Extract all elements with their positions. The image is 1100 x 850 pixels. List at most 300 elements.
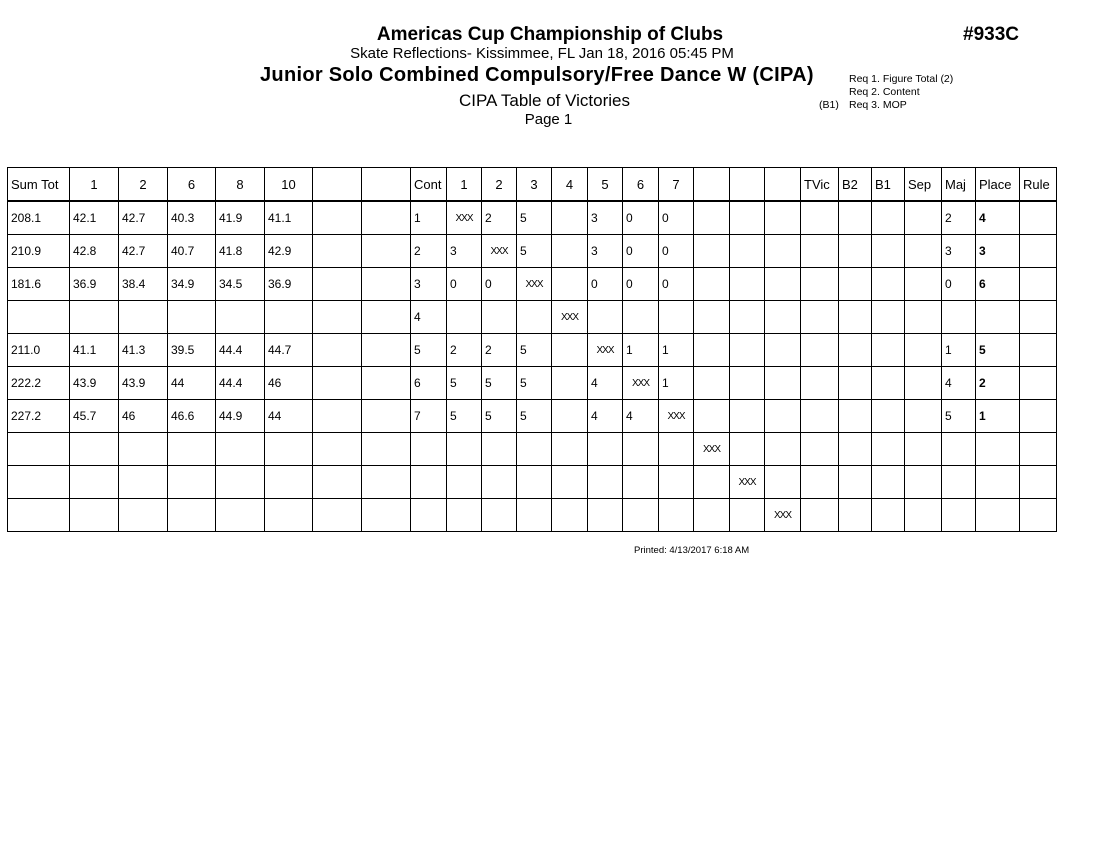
table-cell [839,433,872,466]
table-cell: 211.0 [8,334,70,367]
table-cell: 1 [623,334,659,367]
table-header-row [8,168,1057,202]
victories-table [7,167,1057,532]
column-header [765,168,801,202]
table-cell: XXX [447,201,482,235]
table-cell [905,433,942,466]
table-cell: 42.8 [70,235,119,268]
table-cell [552,499,588,532]
table-cell [730,367,765,400]
table-cell [730,268,765,301]
printed-timestamp: Printed: 4/13/2017 6:18 AM [634,545,750,556]
table-cell [872,301,905,334]
table-cell [801,201,839,235]
table-cell [517,499,552,532]
table-cell: 42.7 [119,201,168,235]
table-cell [8,466,70,499]
table-cell: 3 [588,235,623,268]
table-cell: 41.1 [70,334,119,367]
place-cell: 5 [976,334,1020,367]
table-cell [801,334,839,367]
column-header: 5 [588,168,623,202]
table-title: CIPA Table of Victories [458,91,631,110]
table-cell [265,466,313,499]
table-cell: 2 [482,334,517,367]
table-cell [216,499,265,532]
table-cell: XXX [482,235,517,268]
table-cell [765,235,801,268]
table-cell [1020,400,1057,433]
table-cell [765,433,801,466]
column-header: 1 [70,168,119,202]
table-cell [313,268,362,301]
table-cell: 40.7 [168,235,216,268]
table-cell [552,268,588,301]
table-cell [313,433,362,466]
table-cell: 42.7 [119,235,168,268]
table-cell: 1 [411,201,447,235]
table-cell [905,499,942,532]
table-cell: 3 [411,268,447,301]
column-header: 4 [552,168,588,202]
page-label: Page 1 [524,111,573,128]
table-cell [905,367,942,400]
table-cell: 36.9 [70,268,119,301]
table-cell [872,201,905,235]
place-cell: 3 [976,235,1020,268]
table-cell: 0 [623,268,659,301]
table-cell [659,466,694,499]
table-cell [659,433,694,466]
table-cell [411,499,447,532]
table-cell [730,400,765,433]
table-cell [552,235,588,268]
table-cell [552,433,588,466]
requirement-tag: (B1) [819,99,839,111]
column-header: 2 [482,168,517,202]
table-cell: 43.9 [119,367,168,400]
table-cell [313,466,362,499]
table-cell [905,235,942,268]
column-header [313,168,362,202]
table-cell: XXX [517,268,552,301]
table-row [8,235,1057,268]
column-header: 3 [517,168,552,202]
table-cell: 3 [447,235,482,268]
table-cell [694,400,730,433]
table-row [8,301,1057,334]
table-cell: 3 [588,201,623,235]
table-cell: 34.5 [216,268,265,301]
table-cell [362,334,411,367]
table-cell: 0 [588,268,623,301]
table-cell: 5 [942,400,976,433]
table-cell: 34.9 [168,268,216,301]
table-cell [8,301,70,334]
table-row [8,268,1057,301]
table-cell [872,433,905,466]
table-cell: 5 [517,201,552,235]
column-header: 2 [119,168,168,202]
table-cell [70,433,119,466]
table-cell: 0 [659,201,694,235]
table-cell [552,334,588,367]
table-cell [8,433,70,466]
table-cell [905,268,942,301]
table-cell [730,201,765,235]
table-cell: XXX [765,499,801,532]
table-cell: 42.1 [70,201,119,235]
table-row [8,400,1057,433]
table-cell [801,301,839,334]
table-cell [839,301,872,334]
table-cell: 46 [119,400,168,433]
table-cell: 5 [517,367,552,400]
table-cell: 5 [482,367,517,400]
table-cell [801,268,839,301]
table-cell [694,301,730,334]
table-cell [694,466,730,499]
table-cell: 0 [659,235,694,268]
table-cell [362,201,411,235]
table-cell: 43.9 [70,367,119,400]
table-row [8,499,1057,532]
column-header: Sep [905,168,942,202]
table-cell [839,499,872,532]
table-cell [872,499,905,532]
table-cell [694,201,730,235]
table-cell [905,334,942,367]
table-cell: 42.9 [265,235,313,268]
division-title: Junior Solo Combined Compulsory/Free Dance W (CIPA) [260,64,814,86]
table-cell [872,400,905,433]
table-row [8,201,1057,235]
table-cell [411,433,447,466]
table-cell [362,367,411,400]
table-cell [588,466,623,499]
table-cell: XXX [694,433,730,466]
table-cell: 0 [482,268,517,301]
table-cell [588,499,623,532]
table-cell [313,499,362,532]
table-cell [1020,301,1057,334]
table-cell [411,466,447,499]
table-cell [1020,433,1057,466]
event-title: Americas Cup Championship of Clubs [376,24,724,45]
table-cell [765,301,801,334]
table-cell: 44.4 [216,367,265,400]
table-cell [362,433,411,466]
column-header: 1 [447,168,482,202]
table-cell [801,499,839,532]
table-cell [659,499,694,532]
table-cell [362,235,411,268]
table-cell [623,433,659,466]
table-cell [839,367,872,400]
table-cell [730,334,765,367]
table-cell [839,334,872,367]
table-cell [905,301,942,334]
table-cell: 36.9 [265,268,313,301]
requirement-text: Req 2. Content [849,86,920,98]
table-cell [942,466,976,499]
table-cell [839,201,872,235]
table-cell [801,400,839,433]
table-cell: 1 [659,334,694,367]
table-cell [1020,268,1057,301]
table-cell: 181.6 [8,268,70,301]
table-cell: 6 [411,367,447,400]
table-cell [447,433,482,466]
table-cell [1020,201,1057,235]
table-cell [265,301,313,334]
table-cell: 5 [517,334,552,367]
table-cell: 5 [482,400,517,433]
table-cell: 4 [588,400,623,433]
table-cell [482,499,517,532]
table-cell [313,301,362,334]
column-header: Rule [1020,168,1057,202]
table-cell [801,433,839,466]
table-cell [905,466,942,499]
table-cell [694,367,730,400]
table-cell: 5 [447,367,482,400]
table-cell: 1 [659,367,694,400]
requirements-list [819,73,953,112]
table-cell [588,433,623,466]
table-cell [659,301,694,334]
table-cell [552,466,588,499]
table-cell: 0 [942,268,976,301]
table-cell: 2 [942,201,976,235]
table-cell [265,499,313,532]
table-cell [623,466,659,499]
table-cell [623,301,659,334]
column-header [694,168,730,202]
column-header: Maj [942,168,976,202]
table-cell [552,400,588,433]
column-header: B2 [839,168,872,202]
requirement-item [819,73,953,86]
table-cell [168,499,216,532]
table-cell: 0 [623,235,659,268]
table-cell [119,301,168,334]
column-header: 10 [265,168,313,202]
table-cell [872,466,905,499]
table-cell [447,466,482,499]
table-cell [119,499,168,532]
place-cell: 1 [976,400,1020,433]
table-cell: 46.6 [168,400,216,433]
table-row [8,334,1057,367]
table-cell: XXX [730,466,765,499]
place-cell [976,466,1020,499]
table-cell [1020,235,1057,268]
column-header: 6 [168,168,216,202]
table-cell [168,301,216,334]
table-cell [1020,367,1057,400]
table-cell [942,433,976,466]
table-cell [168,433,216,466]
table-cell: 4 [623,400,659,433]
table-cell: 44.9 [216,400,265,433]
table-cell [730,499,765,532]
table-cell [482,433,517,466]
table-cell [839,400,872,433]
table-cell [694,334,730,367]
table-cell [362,301,411,334]
table-cell [872,268,905,301]
table-cell [362,400,411,433]
table-cell: 4 [588,367,623,400]
table-cell [872,334,905,367]
table-cell [801,466,839,499]
table-cell: 44.7 [265,334,313,367]
table-cell [905,201,942,235]
table-cell [313,334,362,367]
table-row [8,367,1057,400]
table-cell: 2 [411,235,447,268]
table-cell [905,400,942,433]
table-cell: 4 [942,367,976,400]
table-cell [313,235,362,268]
table-cell [765,466,801,499]
table-cell [765,334,801,367]
place-cell [976,499,1020,532]
table-cell [730,235,765,268]
table-cell [942,499,976,532]
table-cell [872,367,905,400]
table-cell [765,201,801,235]
table-cell [8,499,70,532]
table-cell [517,466,552,499]
table-cell: XXX [659,400,694,433]
place-cell: 6 [976,268,1020,301]
table-cell [313,201,362,235]
column-header: 7 [659,168,694,202]
requirement-text: Req 3. MOP [849,99,907,111]
table-cell: 41.8 [216,235,265,268]
requirement-item [819,99,953,112]
table-cell [1020,466,1057,499]
table-cell [801,367,839,400]
table-cell [313,400,362,433]
table-cell [447,301,482,334]
table-cell: 45.7 [70,400,119,433]
table-cell [1020,499,1057,532]
column-header: 6 [623,168,659,202]
table-cell [872,235,905,268]
table-cell [623,499,659,532]
table-cell [765,400,801,433]
table-cell [552,201,588,235]
table-cell [730,301,765,334]
table-cell [216,433,265,466]
table-cell: 5 [447,400,482,433]
table-cell [517,433,552,466]
table-cell [168,466,216,499]
place-cell [976,433,1020,466]
table-cell: 0 [659,268,694,301]
place-cell: 4 [976,201,1020,235]
table-cell: 44 [168,367,216,400]
table-cell: 227.2 [8,400,70,433]
table-cell: XXX [552,301,588,334]
table-cell: 1 [942,334,976,367]
table-cell: 0 [623,201,659,235]
table-cell: 5 [517,235,552,268]
table-cell [839,466,872,499]
table-cell: XXX [588,334,623,367]
table-cell [482,301,517,334]
table-cell [839,235,872,268]
table-cell: 39.5 [168,334,216,367]
column-header: TVic [801,168,839,202]
table-cell: 38.4 [119,268,168,301]
table-cell: 2 [447,334,482,367]
column-header: Sum Tot [8,168,70,202]
table-cell: 41.3 [119,334,168,367]
column-header: Cont [411,168,447,202]
table-cell [730,433,765,466]
column-header: B1 [872,168,905,202]
column-header [362,168,411,202]
table-cell [447,499,482,532]
table-cell [694,235,730,268]
place-cell [976,301,1020,334]
table-cell [362,466,411,499]
table-cell [801,235,839,268]
table-cell [362,499,411,532]
event-number: #933C [963,24,1019,45]
table-cell [765,367,801,400]
table-cell [362,268,411,301]
table-cell: 4 [411,301,447,334]
table-cell: 210.9 [8,235,70,268]
table-cell [694,499,730,532]
table-cell: 44.4 [216,334,265,367]
venue-date-line: Skate Reflections- Kissimmee, FL Jan 18, 2016 05:45 PM [350,45,734,62]
requirement-text: Req 1. Figure Total (2) [849,73,954,85]
table-row [8,433,1057,466]
table-cell: 41.9 [216,201,265,235]
table-cell [1020,334,1057,367]
table-cell: 3 [942,235,976,268]
table-cell [942,301,976,334]
table-cell [765,268,801,301]
table-cell [313,367,362,400]
table-cell [694,268,730,301]
table-cell: 208.1 [8,201,70,235]
table-cell: 41.1 [265,201,313,235]
table-cell: XXX [623,367,659,400]
table-cell [216,301,265,334]
table-cell: 7 [411,400,447,433]
table-cell [119,433,168,466]
table-cell [265,433,313,466]
column-header: 8 [216,168,265,202]
table-cell [70,301,119,334]
table-cell: 5 [517,400,552,433]
table-cell: 46 [265,367,313,400]
table-cell: 5 [411,334,447,367]
column-header [730,168,765,202]
column-header: Place [976,168,1020,202]
table-cell [119,466,168,499]
table-cell: 2 [482,201,517,235]
table-cell [482,466,517,499]
table-row [8,466,1057,499]
